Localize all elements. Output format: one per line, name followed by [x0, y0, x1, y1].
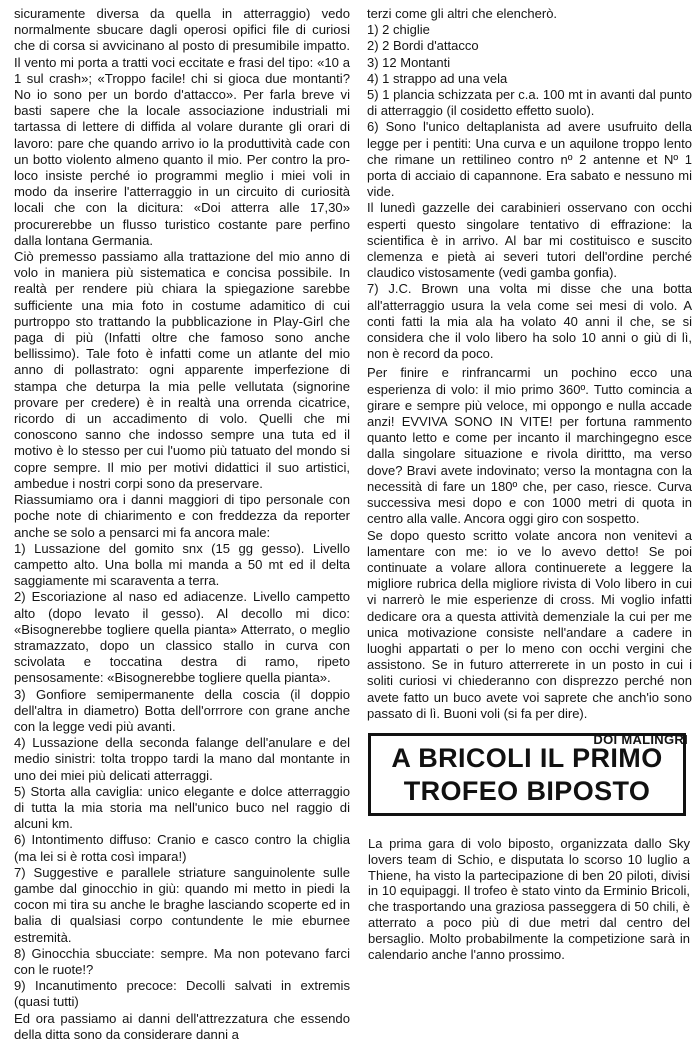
article-intro [368, 836, 690, 962]
list-item: 7) Suggestive e parallele striature sanguinolente sulle gambe dal ginocchio in giù: quando mi metto in piedi la cocon mi tira su anche le braghe lasciando scoperte ed in balia di qualsiasi corpo contundente le mie eburnee estremità. [14, 864, 350, 945]
list-item: 2) Escoriazione al naso ed adiacenze. Livello campetto alto (dopo levato il gesso). Al decollo mi dico: «Bisognerebbe togliere quella pianta» Atterrato, o meglio stramazzato, dopo un classico stallo in curva con scivolata e toccatina destra di ramo, ripeto pensosamente: «Bisognerebbe togliere quella pianta». [14, 589, 350, 686]
list-item: 6) Intontimento diffuso: Cranio e casco contro la chiglia (ma lei si è rotta così impara!) [14, 832, 350, 864]
article-title-line: A BRICOLI IL PRIMO [391, 742, 663, 773]
list-item: 6) Sono l'unico deltaplanista ad avere usufruito della legge per i pentiti: Una curva e un aquilone troppo lento che rimane un rettilineo contro nº 2 antenne et Nº 1 porta di acciaio di capannone. Era sabato e nessuno mi vide. [367, 119, 692, 200]
list-item: 2) 2 Bordi d'attacco [367, 38, 479, 54]
list-item: 1) 2 chiglie [367, 22, 430, 38]
article-title-line: TROFEO BIPOSTO [403, 775, 651, 806]
article-left-column [14, 6, 350, 1043]
paragraph: Ciò premesso passiamo alla trattazione del mio anno di volo in maniera più sistematica e concisa possibile. In realtà per rendere più chiara la spiegazione sarebbe sufficiente una mia foto in costume adamitico di cui purtroppo sto trattando la pubblicazione in Play-Girl che paga di più (Infatti oltre che famoso sono anche bellissimo). Tale foto è infatti come un atlante del mio anno di pollastrato: ogni apparente imperfezione di stampa che deturpa la mia pelle vellutata (signorine provare per credere) è in realtà una orrenda cicatrice, ricordo di un accadimento di volo. Quelli che mi conoscono sanno che indosso sempre una tuta ed il motivo è lo stesso per cui l'uomo più tatuato del mondo si copre sempre. Il mio per motivi didattici il suo artistici, ambedue i nostri corpi sono da preservare. [14, 249, 350, 491]
paragraph: Ed ora passiamo ai danni dell'attrezzatura che essendo della ditta sono da considerare danni a [14, 1010, 350, 1042]
list-item: 7) J.C. Brown una volta mi disse che una botta all'atterraggio usura la vela come sei mesi di volo. A conti fatti la mia ala ha volato 40 anni il che, se si considera che il volo libero ha solo 10 anni o giù di lì, non è record da poco. [367, 281, 692, 362]
paragraph: terzi come gli altri che elencherò. [367, 6, 558, 21]
author-signature: DOI MALINGRI [593, 731, 688, 747]
article-title-box [368, 733, 686, 816]
paragraph: Riassumiamo ora i danni maggiori di tipo personale con poche note di chiarimento e con freddezza da reporter anche se solo a pensarci mi fa ancora male: [14, 492, 350, 540]
list-item: 4) 1 strappo ad una vela [367, 70, 508, 86]
paragraph: Se dopo questo scritto volate ancora non venitevi a lamentare con me: io ve lo avevo detto! Se poi continuate a volare allora continuerete a leggere la migliore rubrica della migliore rivista di Volo libero in cui vi narrerò le mie esperienze di cross. Mi voglio infatti dedicare ora a questa attività demenziale la cui per me unica motivazione consiste nell'andare a cadere in luoghi appartati o per lo meno con occhi vergini che assistono. Se in futuro atterrerete in un posto in cui i soliti curiosi vi chiederanno con disprezzo perché non avete fatto un buco avete voi saprete che anch'io sono passato di lì. Buoni voli (si fa per dire). [367, 527, 692, 721]
list-item: 9) Incanutimento precoce: Decolli salvati in extremis (quasi tutti) [14, 978, 350, 1010]
list-item: 5) 1 plancia schizzata per c.a. 100 mt in avanti dal punto di atterraggio (il cosidetto effetto suolo). [367, 87, 692, 119]
list-item: 8) Ginocchia sbucciate: sempre. Ma non potevano farci con le ruote!? [14, 945, 350, 977]
article-right-column [367, 6, 692, 747]
list-item: 3) Gonfiore semipermanente della coscia (il doppio dell'altra in diametro) Botta dell'orrrore con grane anche con la legge vedi più avanti. [14, 686, 350, 734]
list-item: 1) Lussazione del gomito snx (15 gg gesso). Livello campetto alto. Una bolla mi manda a 50 mt ed il delta saggiamente mi scaraventa a terra. [14, 540, 350, 589]
paragraph: La prima gara di volo biposto, organizzata dallo Sky lovers team di Schio, e disputata lo scorso 10 luglio a Thiene, ha visto la partecipazione di ben 20 piloti, divisi in 10 equipaggi. Il trofeo è stato vinto da Erminio Bricoli, che trasportando una graziosa passeggera di 50 chili, è atterrato a poco più di due metri dal centro del bersaglio. Molto probabilmente la competizione sarà in calendario anche l'anno prossimo. [368, 836, 690, 962]
paragraph: Per finire e rinfrancarmi un pochino ecco una esperienza di volo: il mio primo 360º. Tutto comincia a girare e sempre più veloce, mi oppongo e nulla accade anzi! EVVIVA SONO IN VITE! per fortuna rammento quanto letto e come per incanto il marchingegno esce dalla singolare situazione e rivola dirittto, ma verso dove? Bravi avete indovinato; verso la montagna con la necessità di fare un 180º che, per caso, riesce. Curva successiva mesi dopo e con 1000 metri di quota in centro alla valle. Ancora oggi giro con sospetto. [367, 365, 692, 527]
list-item: 4) Lussazione della seconda falange dell'anulare e del medio sinistri: tolta troppo tardi la mano dal montante in uno dei miei più delicati atterraggi. [14, 735, 350, 783]
list-item: 3) 12 Montanti [367, 54, 451, 70]
list-item: 5) Storta alla caviglia: unico elegante e dolce atterraggio di tutta la mia storia ma nell'unico buco nel raggio di alcuni km. [14, 783, 350, 832]
paragraph: sicuramente diversa da quella in atterraggio) vedo normalmente sbucare dagli operosi opifici file di curiosi che di corsa si avvicinano al posto di presumibile impatto. Il vento mi porta a tratti voci eccitate e frasi del tipo: «10 a 1 sul crash»; «Troppo facile! chi si gioca due montanti? No io sono per un bordo d'attacco». Per farla breve vi basti sapere che la locale associazione industriali mi tartassa di lettere di diffida al volare durante gli orari di lavoro: pare che quando arrivo io la produttività cade con un botto violento almeno quanto il mio. Per contro la pro-loco insiste perché io programmi meglio i miei voli in modo da inserire l'atterraggio in un circuito di curiosità locali che con la dicitura: «Doi atterra alle 17,30» procurerebbe un flusso turistico costante pare perfino dalla lontana Germania. [14, 6, 350, 248]
paragraph: Il lunedì gazzelle dei carabinieri osservano con occhi esperti questo singolare tentativo di effrazione: la scientifica è in arrivo. Al bar mi costituisco e suscito clemenza e pietà ai severi tutori dell'ordine perché claudico vistosamente (vedi gamba gonfia). [367, 200, 692, 281]
